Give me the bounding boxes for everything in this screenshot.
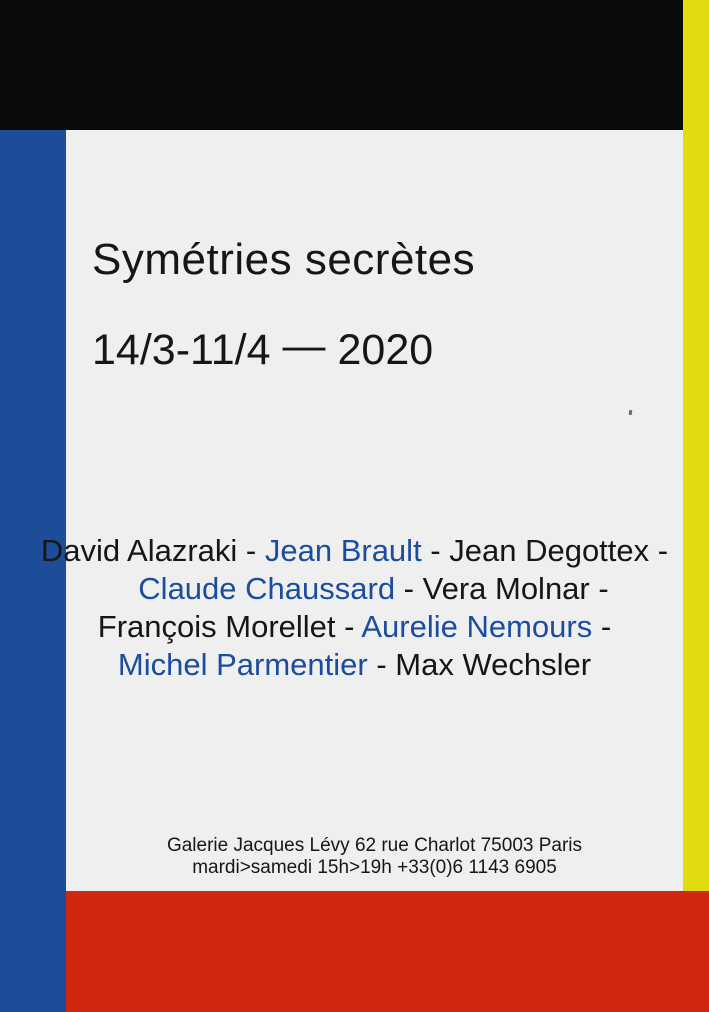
artist-name: - Jean Degottex -	[421, 533, 669, 568]
date-range: 14/3-11/4	[92, 326, 271, 374]
artist-line-4	[0, 646, 709, 684]
artist-name: Aurelie Nemours	[361, 609, 593, 644]
red-color-block	[66, 891, 709, 1012]
yellow-color-bar	[683, 0, 709, 891]
artist-name: François Morellet -	[97, 609, 362, 644]
gallery-address: Galerie Jacques Lévy 62 rue Charlot 75003 Paris	[166, 835, 583, 856]
artist-name: - Vera Molnar -	[395, 571, 609, 606]
date-separator-dash: —	[282, 322, 326, 370]
exhibition-title: Symétries secrètes	[92, 235, 476, 284]
artist-line-2	[19, 570, 709, 608]
artist-name: Michel Parmentier	[117, 647, 368, 682]
gallery-info	[66, 835, 683, 878]
exhibition-dates	[92, 322, 434, 377]
artist-name: Jean Brault	[264, 533, 422, 568]
artist-name-list	[0, 532, 709, 684]
artist-name: -	[592, 609, 612, 644]
exhibition-year: 2020	[337, 326, 434, 374]
black-color-block	[0, 0, 683, 131]
artist-name: David Alazraki -	[40, 533, 265, 568]
artist-name: - Max Wechsler	[367, 647, 592, 682]
artist-name: Claude Chaussard	[138, 571, 396, 606]
artist-line-1	[0, 532, 709, 570]
artist-line-3	[0, 608, 709, 646]
gallery-hours-phone: mardi>samedi 15h>19h +33(0)6 1143 6905	[192, 856, 557, 878]
